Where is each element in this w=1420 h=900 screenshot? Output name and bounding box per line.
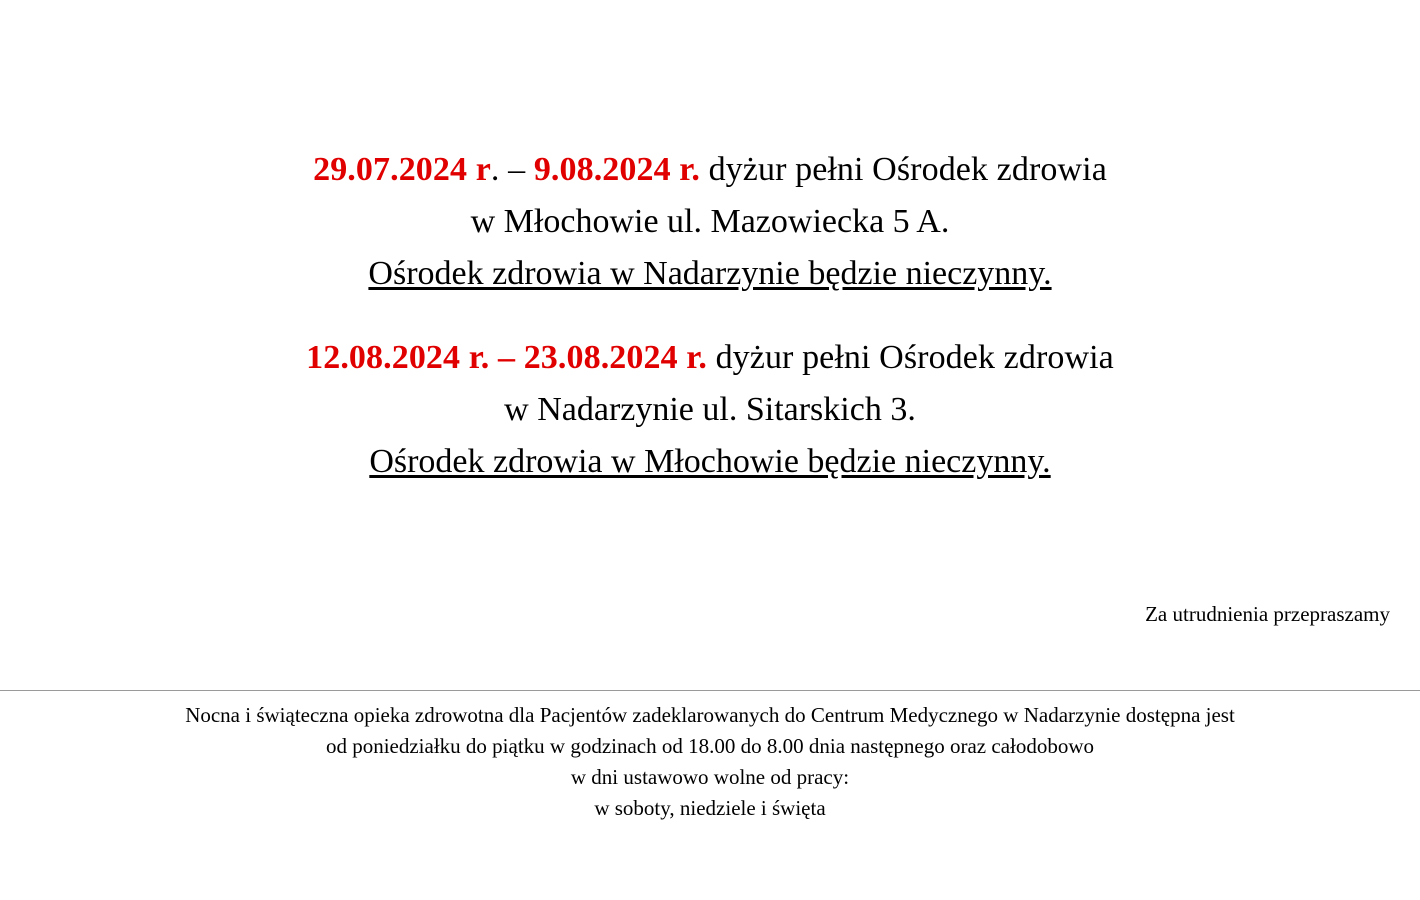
footer-block	[0, 700, 1420, 820]
duty-period-1-dash: . –	[490, 151, 534, 188]
footer-line-2: od poniedziałku do piątku w godzinach od 18.00 do 8.00 dnia następnego oraz całodobowo	[325, 734, 1095, 758]
duty-period-1-line-3	[0, 248, 1420, 300]
duty-period-2-closed-note: Ośrodek zdrowia w Młochowie będzie nieczynny.	[369, 443, 1051, 480]
duty-period-2-line-2	[0, 384, 1420, 436]
duty-period-1-date-end: 9.08.2024 r.	[533, 151, 700, 188]
duty-period-2-block	[0, 332, 1420, 488]
duty-period-2-line-3	[0, 436, 1420, 488]
footer-line-4-clipped: w soboty, niedziele i święta	[594, 796, 826, 820]
duty-period-1-text: dyżur pełni Ośrodek zdrowia	[699, 151, 1107, 188]
footer-line-1: Nocna i świąteczna opieka zdrowotna dla Pacjentów zadeklarowanych do Centrum Medycznego w Nadarzynie dostępna jest	[185, 703, 1235, 727]
apology-text: Za utrudnienia przepraszamy	[1145, 602, 1390, 626]
duty-period-2-address: w Nadarzynie ul. Sitarskich 3.	[504, 391, 916, 428]
footer-line-3: w dni ustawowo wolne od pracy:	[570, 765, 850, 789]
duty-period-1-line-1	[0, 144, 1420, 196]
duty-period-1-date-start: 29.07.2024 r	[313, 151, 491, 188]
duty-period-2-text: dyżur pełni Ośrodek zdrowia	[706, 339, 1114, 376]
horizontal-divider	[0, 690, 1420, 691]
duty-period-2-line-1	[0, 332, 1420, 384]
duty-period-1-address: w Młochowie ul. Mazowiecka 5 A.	[470, 203, 950, 240]
duty-period-1-line-2	[0, 196, 1420, 248]
duty-period-1-closed-note: Ośrodek zdrowia w Nadarzynie będzie nieczynny.	[368, 255, 1052, 292]
duty-period-1-block	[0, 144, 1420, 300]
duty-period-2-date-range: 12.08.2024 r. – 23.08.2024 r.	[306, 339, 707, 376]
